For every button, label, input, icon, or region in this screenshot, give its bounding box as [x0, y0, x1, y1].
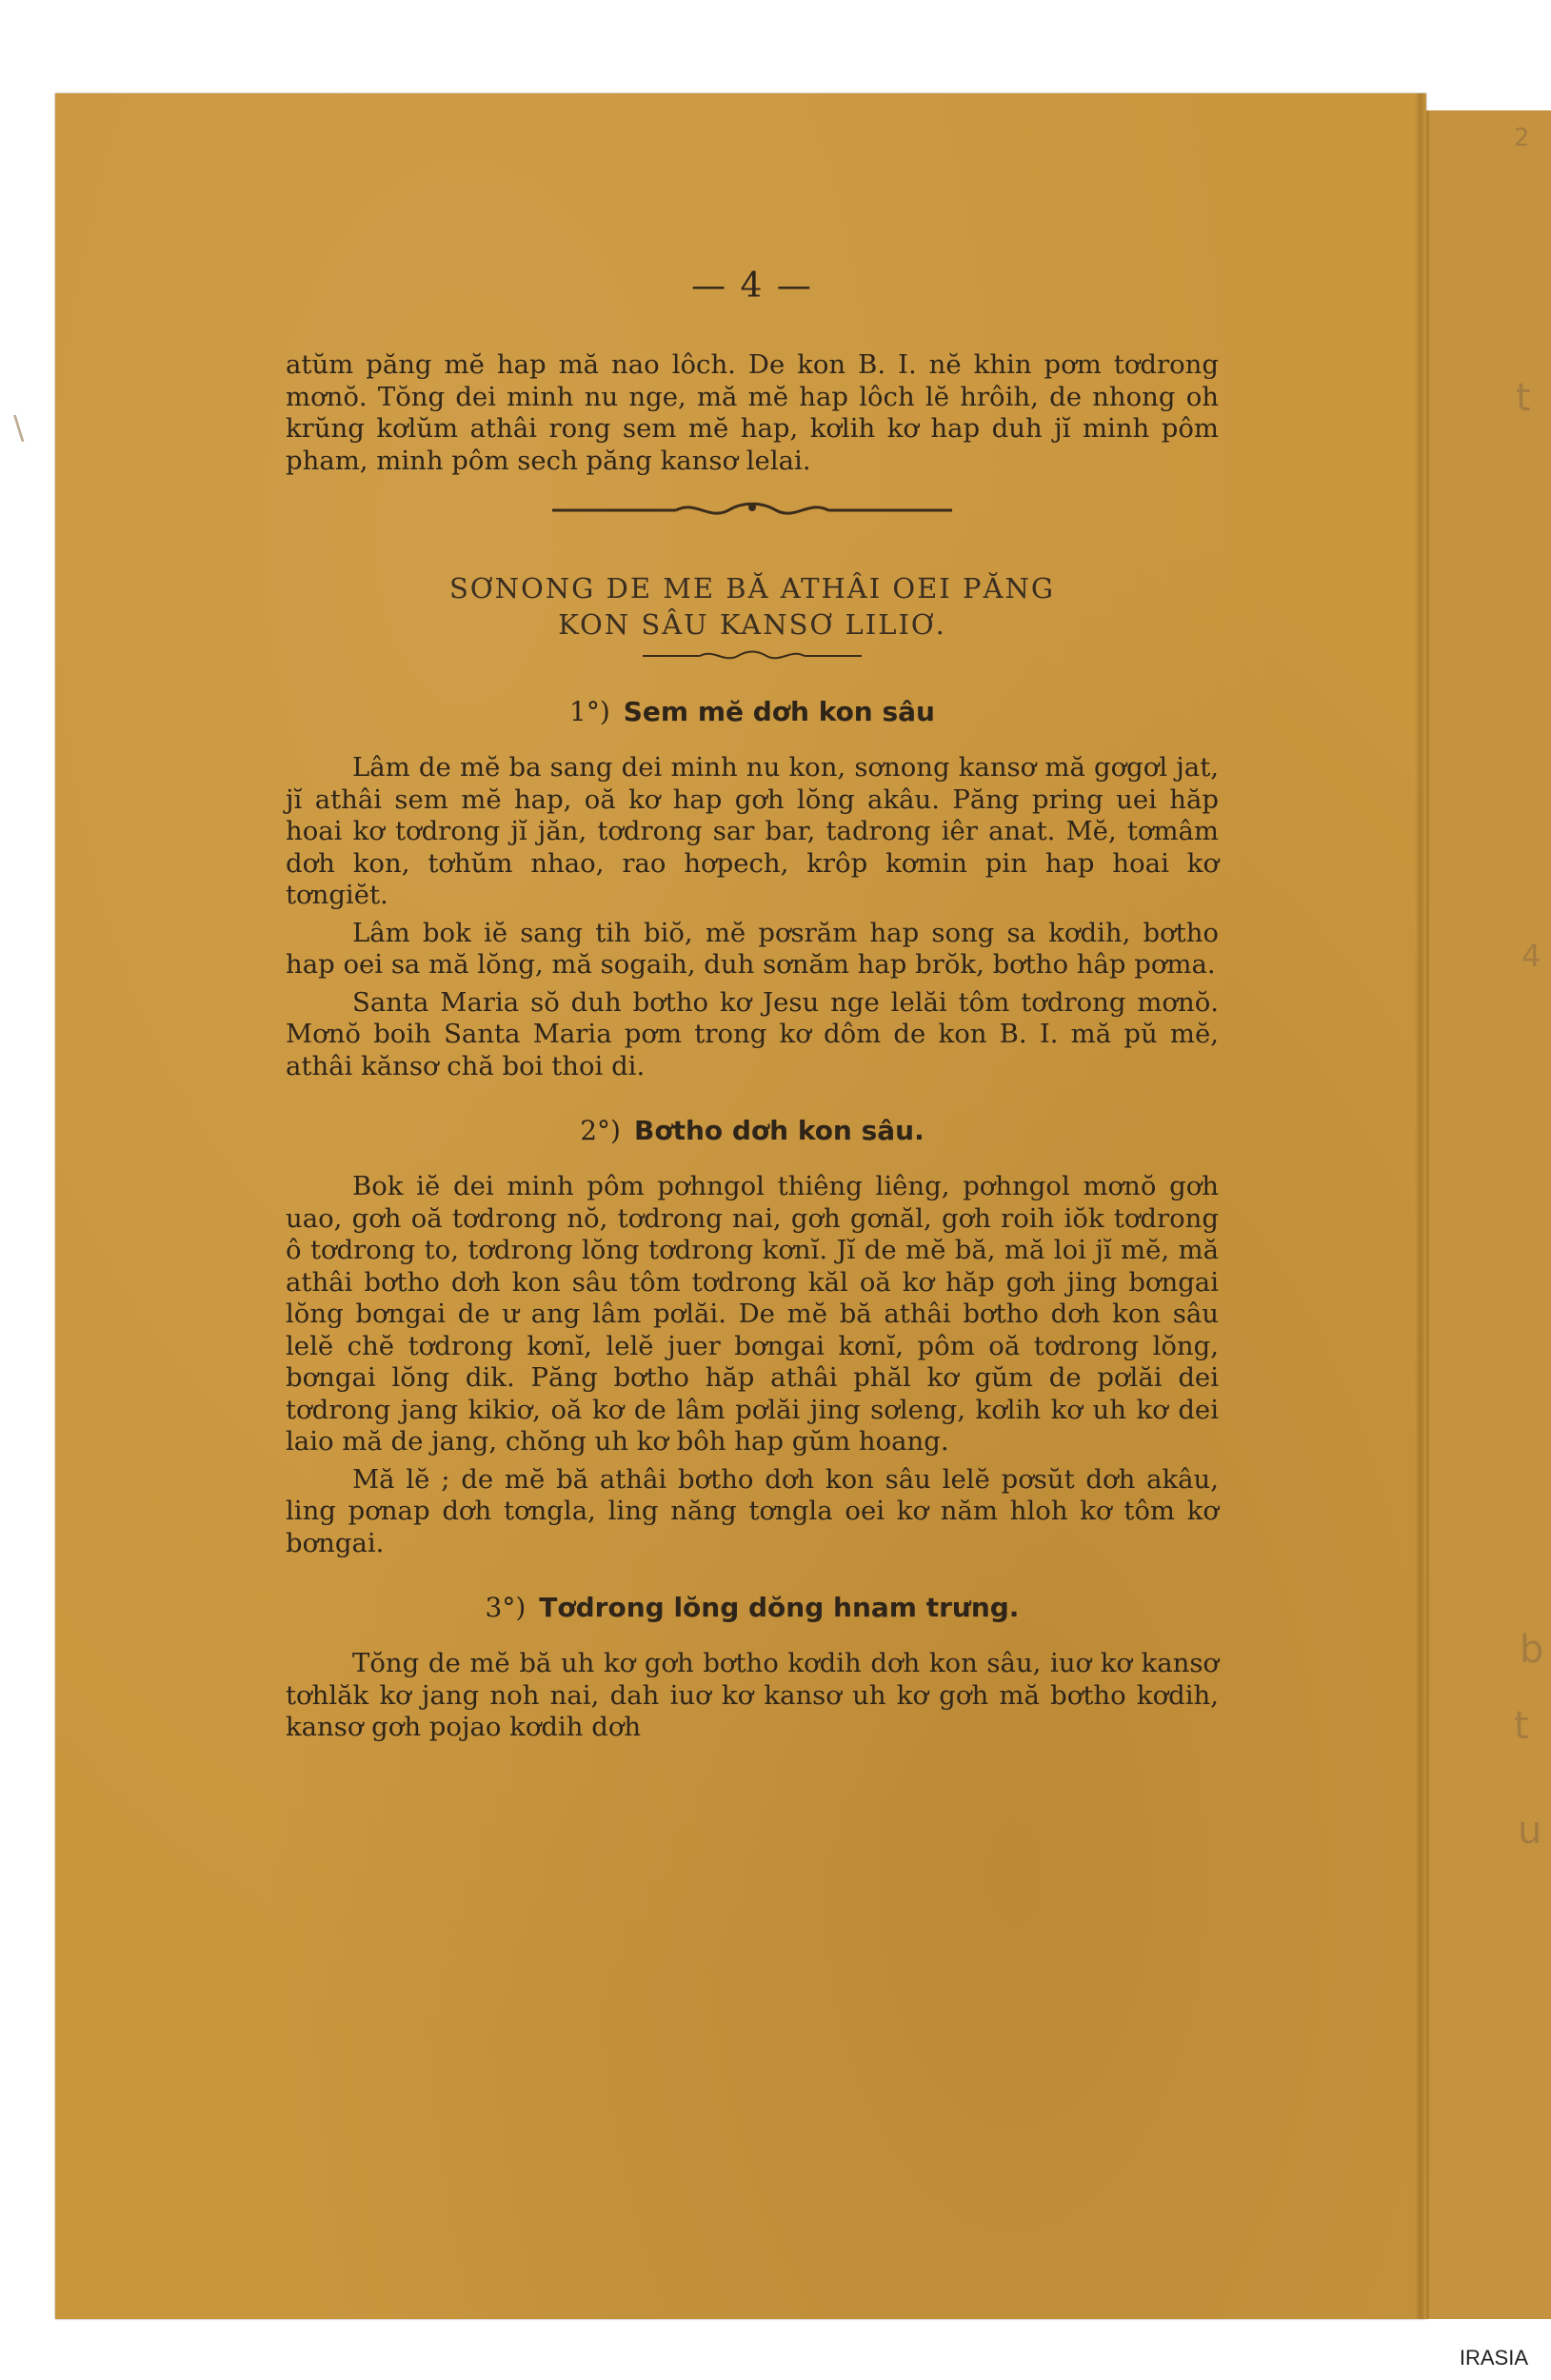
subsection-title: Sem mĕ dơh kon sâu [623, 696, 935, 727]
margin-mark: t [1516, 376, 1531, 420]
facing-page-edge [1426, 110, 1551, 2319]
intro-paragraph: atŭm păng mĕ hap mă nao lôch. De kon B. I. nĕ khin pơm tơdrong mơnŏ. Tŏng dei minh nu nge, mă mĕ hap lôch lĕ hrôih, de nhong oh krŭng kơlŭm athâi rong sem mĕ hap, kơlih kơ hap duh jĭ minh pôm pham, minh pôm sech păng kansơ lelai. [286, 349, 1219, 476]
margin-mark: \ [13, 409, 25, 447]
margin-mark: 4 [1521, 938, 1541, 974]
paragraph: Lâm bok iĕ sang tih biŏ, mĕ pơsrăm hap song sa kơdih, bơtho hap oei sa mă lŏng, mă sogaih, duh sơnăm hap brŏk, bơtho hâp pơma. [286, 917, 1219, 980]
ornament-divider [552, 500, 952, 521]
section-title-line: SƠNONG DE ME BĂ ATHÂI OEI PĂNG [449, 572, 1055, 605]
subsection-title: Bơtho dơh kon sâu. [633, 1115, 925, 1146]
margin-mark: u [1518, 1809, 1542, 1853]
subsection-title: Tơdrong lŏng dŏng hnam trưng. [539, 1592, 1020, 1623]
subsection-heading [286, 696, 1219, 727]
paragraph: Mă lĕ ; de mĕ bă athâi bơtho dơh kon sâu lelĕ pơsŭt dơh akâu, ling pơnap dơh tơngla, ling năng tơngla oei kơ năm hloh kơ tôm kơ bơngai. [286, 1463, 1219, 1558]
paragraph: Tŏng de mĕ bă uh kơ gơh bơtho kơdih dơh kon sâu, iuơ kơ kansơ tơhlăk kơ jang noh nai, dah iuơ kơ kansơ uh kơ gơh mă bơtho kơdih, kansơ gơh pojao kơdih dơh [286, 1648, 1219, 1742]
paragraph: Lâm de mĕ ba sang dei minh nu kon, sơnong kansơ mă gơgơl jat, jĭ athâi sem mĕ hap, oă kơ hap gơh lŏng akâu. Păng pring uei hăp hoai kơ tơdrong jĭ jăn, tơdrong sar bar, tadrong iêr anat. Mĕ, tơmâm dơh kon, tơhŭm nhao, rao hơpech, krôp kơmin pin hap hoai kơ tơngiĕt. [286, 752, 1219, 910]
subsection-heading [286, 1115, 1219, 1146]
subsection-heading [286, 1592, 1219, 1623]
margin-mark: 2 [1514, 124, 1530, 152]
page-fold [1415, 93, 1426, 2319]
watermark-label: IRASIA [1459, 2346, 1528, 2370]
ornament-small [643, 648, 862, 664]
section-title [286, 570, 1219, 643]
paragraph: Santa Maria sŏ duh bơtho kơ Jesu nge lelăi tôm tơdrong mơnŏ. Mơnŏ boih Santa Maria pơm trong kơ dôm de kon B. I. mă pŭ mĕ, athâi kănsơ chă boi thoi di. [286, 986, 1219, 1081]
page-number: — 4 — [691, 267, 813, 306]
subsection-number: 2°) [580, 1115, 621, 1146]
section-title-line: KON SÂU KANSƠ LILIƠ. [558, 608, 946, 641]
margin-mark: b [1520, 1628, 1544, 1672]
paragraph: Bok iĕ dei minh pôm pơhngol thiêng liêng, pơhngol mơnŏ gơh uao, gơh oă tơdrong nŏ, tơdrong nai, gơh gơnăl, gơh roih iŏk tơdrong ô tơdrong to, tơdrong lŏng tơdrong kơnĭ. Jĭ de mĕ bă, mă loi jĭ mĕ, mă athâi bơtho dơh kon sâu tôm tơdrong kăl oă kơ hăp gơh jing bơngai lŏng bơngai de ư ang lâm pơlăi. De mĕ bă athâi bơtho dơh kon sâu lelĕ chĕ tơdrong kơnĭ, lelĕ juer bơngai kơnĭ, pôm oă tơdrong lŏng, bơngai lŏng dik. Păng bơtho hăp athâi phăl kơ gŭm de pơlăi dei tơdrong jang kikiơ, oă kơ de lâm pơlăi jing sơleng, kơlih kơ uh kơ dei laio mă de jang, chŏng uh kơ bôh hap gŭm hoang. [286, 1171, 1219, 1457]
subsection-number: 3°) [485, 1592, 527, 1623]
margin-mark: t [1514, 1704, 1529, 1748]
page-content [286, 267, 1219, 1744]
subsection-number: 1°) [569, 696, 610, 727]
